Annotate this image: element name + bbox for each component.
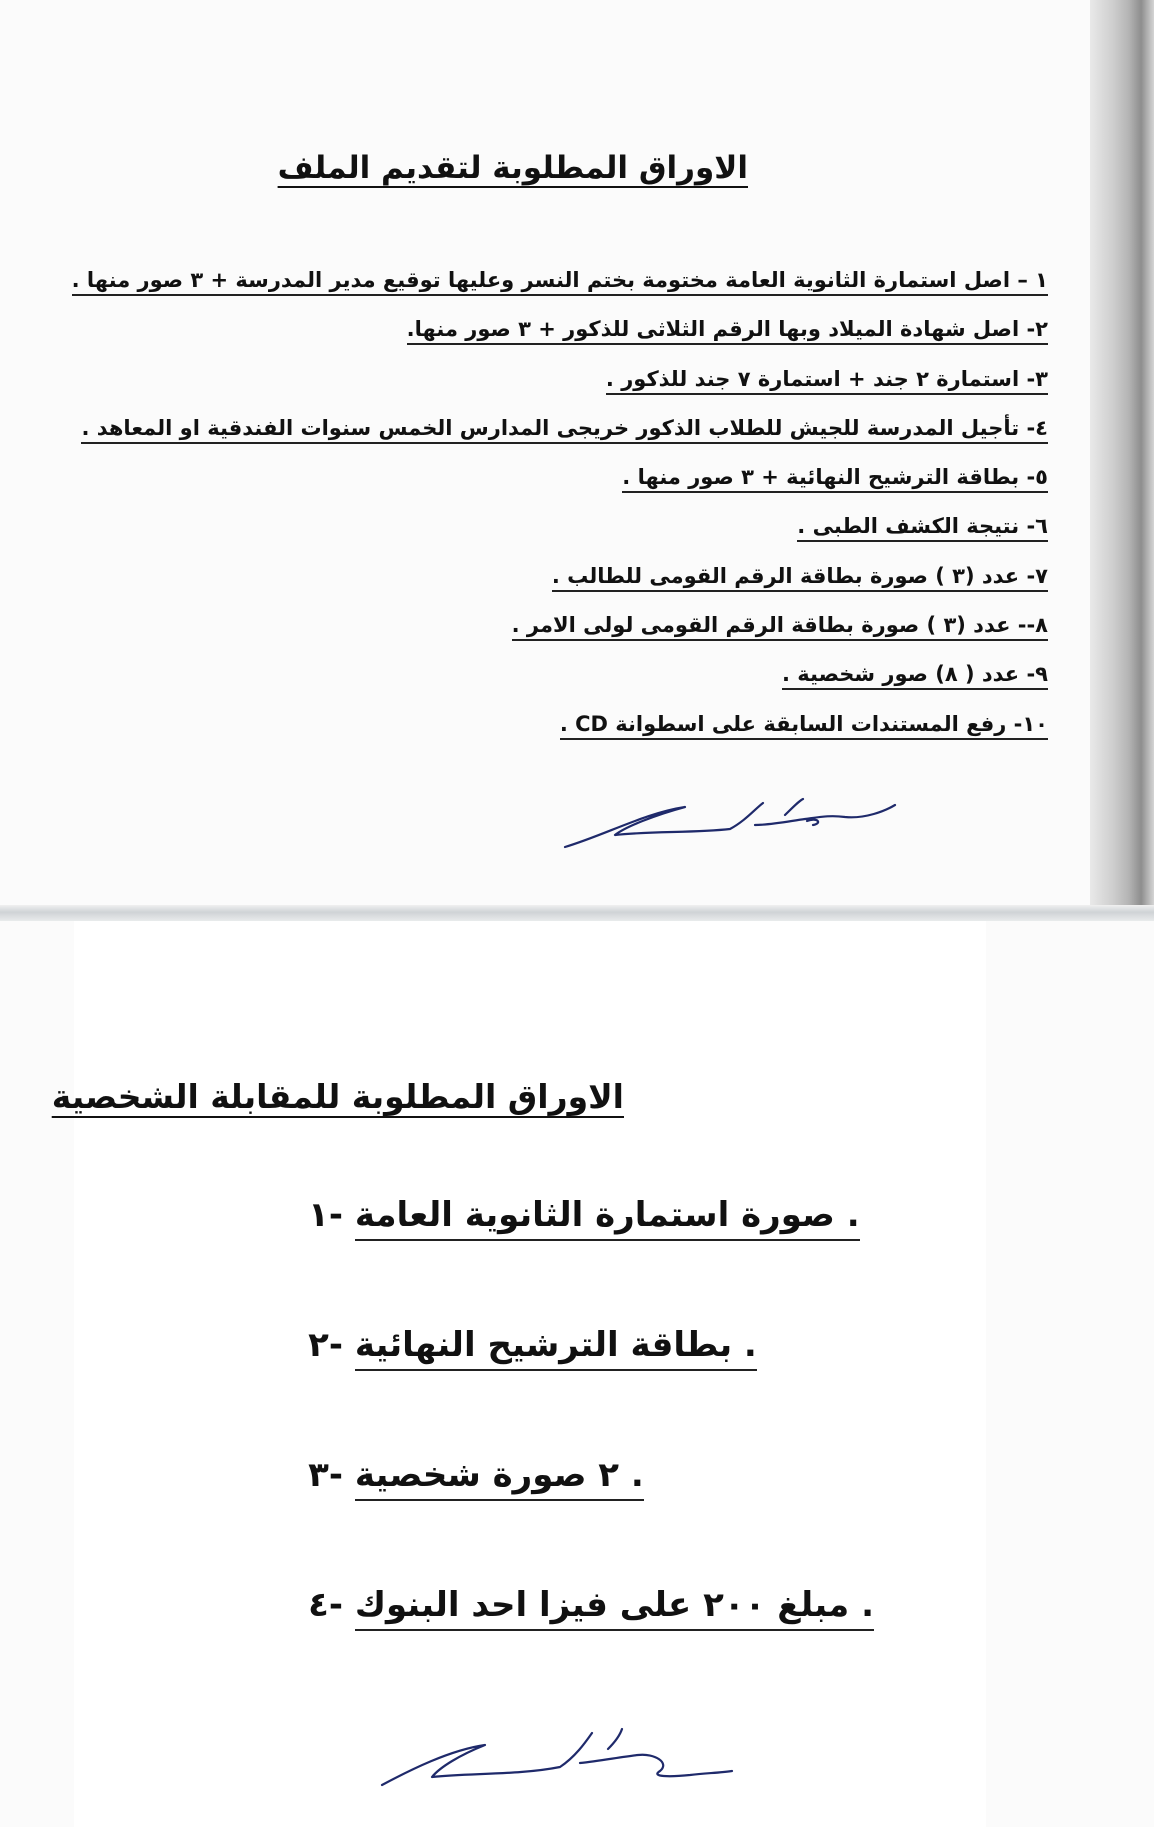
list-item (263, 1585, 874, 1715)
list-item-text: ٢ صورة شخصية . (355, 1455, 644, 1501)
signature-2 (370, 1715, 735, 1800)
list-item (263, 1455, 874, 1585)
document-page-1 (0, 0, 1154, 905)
list-item-text: ٨-- عدد (٣ ) صورة بطاقة الرقم القومى لولى الامر . (512, 613, 1048, 641)
signature-1 (555, 795, 900, 855)
list-item (72, 317, 1048, 366)
list-item-text: صورة استمارة الثانوية العامة . (355, 1195, 860, 1241)
list-item-text: ٣- استمارة ٢ جند + استمارة ٧ جند للذكور . (606, 367, 1048, 395)
list-item-number: ١- (308, 1195, 343, 1235)
list-item (72, 712, 1048, 761)
list-item-text: ٢- اصل شهادة الميلاد وبها الرقم الثلاثى للذكور + ٣ صور منها. (407, 317, 1048, 345)
list-item (263, 1325, 874, 1455)
list-item-text: ٤- تأجيل المدرسة للجيش للطلاب الذكور خريجى المدارس الخمس سنوات الفندقية او المعاهد . (81, 416, 1048, 444)
list-item (72, 416, 1048, 465)
list-item (72, 367, 1048, 416)
list-item-text: ٧- عدد (٣ ) صورة بطاقة الرقم القومى للطالب . (552, 564, 1048, 592)
list-item (72, 465, 1048, 514)
list-item-text: بطاقة الترشيح النهائية . (355, 1325, 757, 1371)
page-2-title: الاوراق المطلوبة للمقابلة الشخصية (51, 1077, 624, 1116)
list-item (72, 268, 1048, 317)
page-edge-shadow (1090, 0, 1154, 905)
required-documents-list (72, 268, 1048, 761)
list-item-number: ٤- (308, 1585, 343, 1625)
list-item (263, 1195, 874, 1325)
list-item-text: ٩- عدد ( ٨) صور شخصية . (782, 662, 1048, 690)
list-item-number: ٣- (308, 1455, 343, 1495)
list-item-text: ١٠- رفع المستندات السابقة على اسطوانة CD . (560, 712, 1048, 740)
list-item (72, 662, 1048, 711)
list-item-text: مبلغ ٢٠٠ على فيزا احد البنوك . (355, 1585, 874, 1631)
list-item-text: ٥- بطاقة الترشيح النهائية + ٣ صور منها . (622, 465, 1048, 493)
list-item-number: ٢- (308, 1325, 343, 1365)
page-separator (0, 905, 1154, 921)
page-1-title: الاوراق المطلوبة لتقديم الملف (277, 150, 748, 186)
interview-documents-list (263, 1195, 874, 1715)
list-item (72, 564, 1048, 613)
list-item-text: ١ – اصل استمارة الثانوية العامة مختومة بختم النسر وعليها توقيع مدير المدرسة + ٣ صور منها . (72, 268, 1048, 296)
list-item (72, 613, 1048, 662)
list-item (72, 514, 1048, 563)
list-item-text: ٦- نتيجة الكشف الطبى . (797, 514, 1048, 542)
